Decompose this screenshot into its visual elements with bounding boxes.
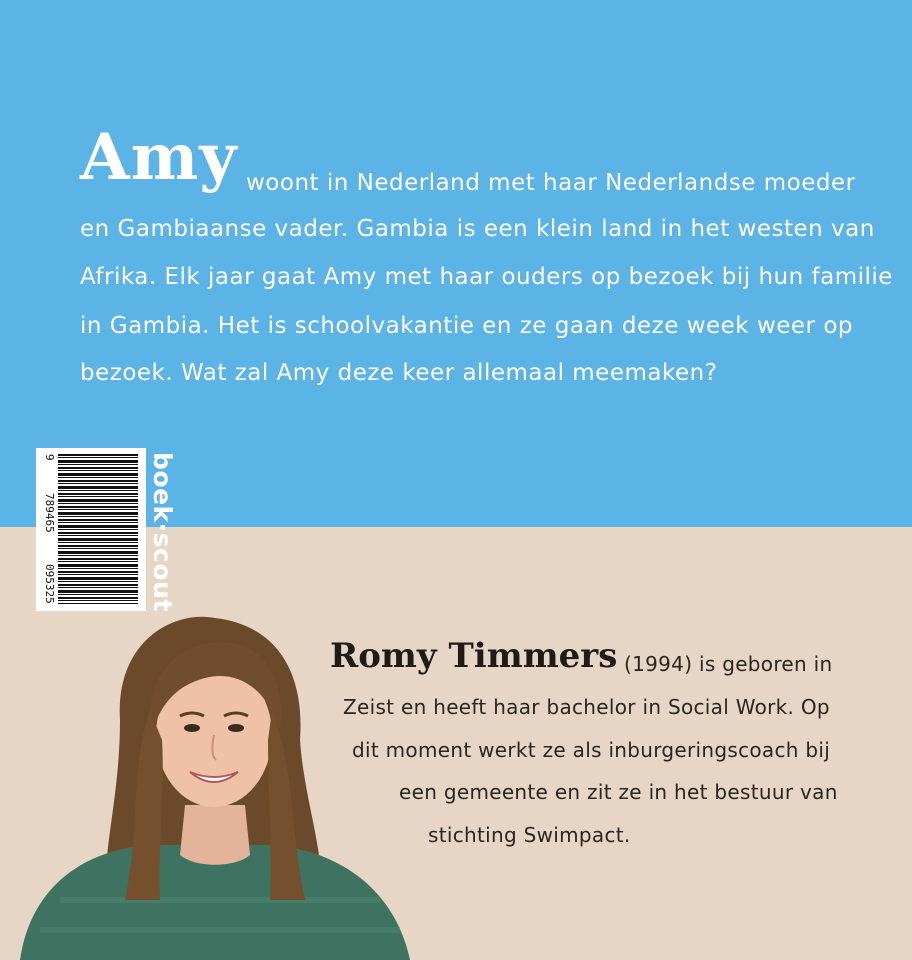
blurb-line: bezoek. Wat zal Amy deze keer allemaal meemaken? [80, 360, 718, 386]
author-bio-line: stichting Swimpact. [428, 823, 631, 847]
barcode-digits [38, 454, 56, 604]
barcode-bars [58, 454, 138, 604]
isbn-barcode [36, 448, 146, 611]
author-bio-line: (1994) is geboren in [624, 652, 833, 676]
book-title: Amy [80, 120, 238, 195]
author-name: Romy Timmers [330, 636, 618, 676]
publisher-logo: boek·scout [148, 452, 177, 612]
barcode-digit-group: 095325 [43, 564, 56, 604]
barcode-digit-group: 789465 [43, 492, 56, 533]
blurb-line: woont in Nederland met haar Nederlandse moeder [246, 170, 856, 196]
author-bio-line: dit moment werkt ze als inburgeringscoach bij [352, 738, 831, 762]
blurb-line: Afrika. Elk jaar gaat Amy met haar ouders op bezoek bij hun familie [80, 264, 893, 290]
author-bio-line: een gemeente en zit ze in het bestuur van [399, 780, 838, 804]
blurb-line: in Gambia. Het is schoolvakantie en ze gaan deze week weer op [80, 313, 853, 339]
barcode-digit-group: 9 [43, 454, 56, 461]
blurb-line: en Gambiaanse vader. Gambia is een klein land in het westen van [80, 216, 875, 242]
author-bio-line: Zeist en heeft haar bachelor in Social Work. Op [343, 695, 830, 719]
